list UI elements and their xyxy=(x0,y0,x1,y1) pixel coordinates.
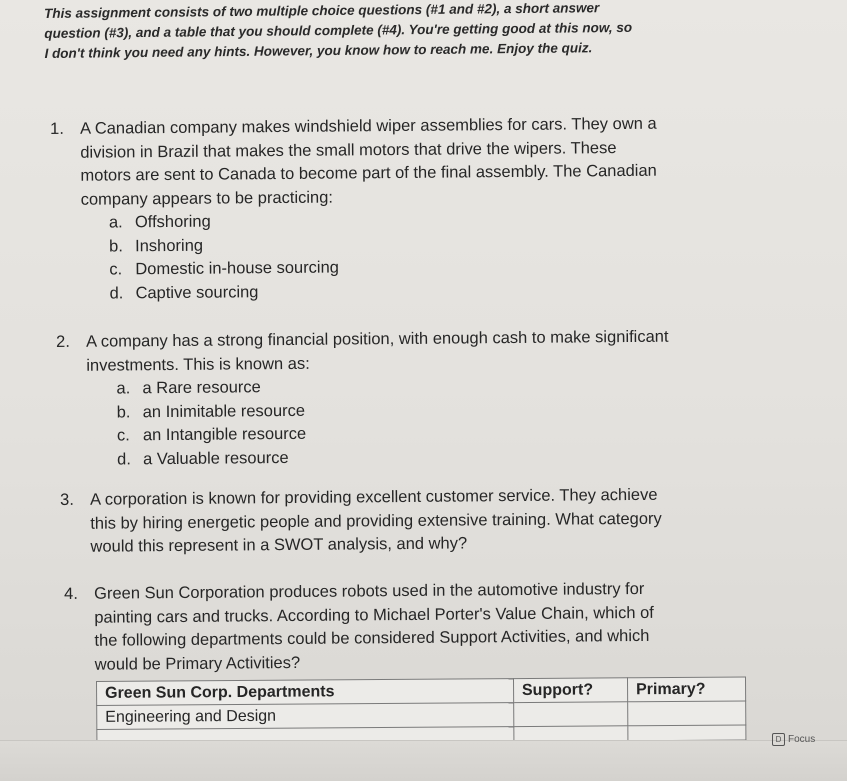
option-letter: a. xyxy=(108,213,123,232)
option-d xyxy=(51,277,658,306)
question-1 xyxy=(50,113,658,306)
option-text: Offshoring xyxy=(134,212,211,232)
question-text: would this represent in a SWOT analysis, and why? xyxy=(90,534,468,556)
question-text: motors are sent to Canada to become part of the final assembly. The Canadian xyxy=(80,161,657,185)
focus-icon: D xyxy=(772,733,785,746)
option-text: Inshoring xyxy=(135,236,204,255)
option-letter: c. xyxy=(109,260,123,279)
option-text: a Valuable resource xyxy=(143,448,289,468)
option-letter: b. xyxy=(116,402,131,421)
option-text: a Rare resource xyxy=(142,378,261,398)
department-cell: Engineering and Design xyxy=(97,703,514,730)
option-letter: b. xyxy=(109,236,123,255)
question-text: company appears to be practicing: xyxy=(80,188,334,209)
question-text: Green Sun Corporation produces robots used in the automotive industry for xyxy=(94,579,645,603)
question-text: would be Primary Activities? xyxy=(94,653,301,674)
question-2 xyxy=(56,326,670,472)
departments-table xyxy=(96,676,746,745)
option-letter: c. xyxy=(116,426,130,445)
question-text: the following departments could be considered Support Activities, and which xyxy=(94,626,650,650)
screen-bottom-band xyxy=(0,740,847,781)
question-number: 4. xyxy=(64,584,78,603)
question-text: A corporation is known for providing excellent customer service. They achieve xyxy=(90,485,658,509)
intro-line: I don't think you need any hints. However, you know how to reach me. Enjoy the quiz. xyxy=(44,40,593,61)
question-text: painting cars and trucks. According to Michael Porter's Value Chain, which of xyxy=(94,603,654,627)
primary-cell[interactable] xyxy=(628,701,746,726)
question-text: this by hiring energetic people and providing extensive training. What category xyxy=(90,509,662,533)
focus-label: Focus xyxy=(788,734,816,745)
option-letter: d. xyxy=(117,449,131,468)
question-number: 1. xyxy=(50,119,64,138)
focus-button[interactable] xyxy=(772,733,815,746)
question-number: 3. xyxy=(60,490,74,509)
option-text: an Intangible resource xyxy=(142,424,307,445)
intro-line: question (#3), and a table that you should complete (#4). You're getting good at this now, so xyxy=(44,19,633,41)
question-number: 2. xyxy=(56,332,70,351)
header-primary: Primary? xyxy=(628,677,746,702)
question-3 xyxy=(60,484,662,560)
option-letter: a. xyxy=(116,379,131,398)
option-letter: d. xyxy=(109,283,124,302)
header-departments: Green Sun Corp. Departments xyxy=(97,679,514,706)
intro-line: This assignment consists of two multiple choice questions (#1 and #2), a short answer xyxy=(44,0,600,21)
question-text: A Canadian company makes windshield wiper assemblies for cars. They own a xyxy=(80,114,657,138)
option-d xyxy=(57,443,670,472)
option-text: Captive sourcing xyxy=(135,282,259,302)
primary-cell[interactable] xyxy=(628,725,746,741)
option-text: Domestic in-house sourcing xyxy=(135,258,339,279)
support-cell[interactable] xyxy=(514,702,628,727)
option-text: an Inimitable resource xyxy=(142,401,306,421)
assignment-intro xyxy=(44,0,785,64)
question-text: investments. This is known as: xyxy=(86,354,310,375)
header-support: Support? xyxy=(513,678,627,703)
question-4 xyxy=(64,578,654,677)
question-text: division in Brazil that makes the small motors that drive the wipers. These xyxy=(80,138,617,162)
question-text: A company has a strong financial position, with enough cash to make significant xyxy=(86,327,669,351)
